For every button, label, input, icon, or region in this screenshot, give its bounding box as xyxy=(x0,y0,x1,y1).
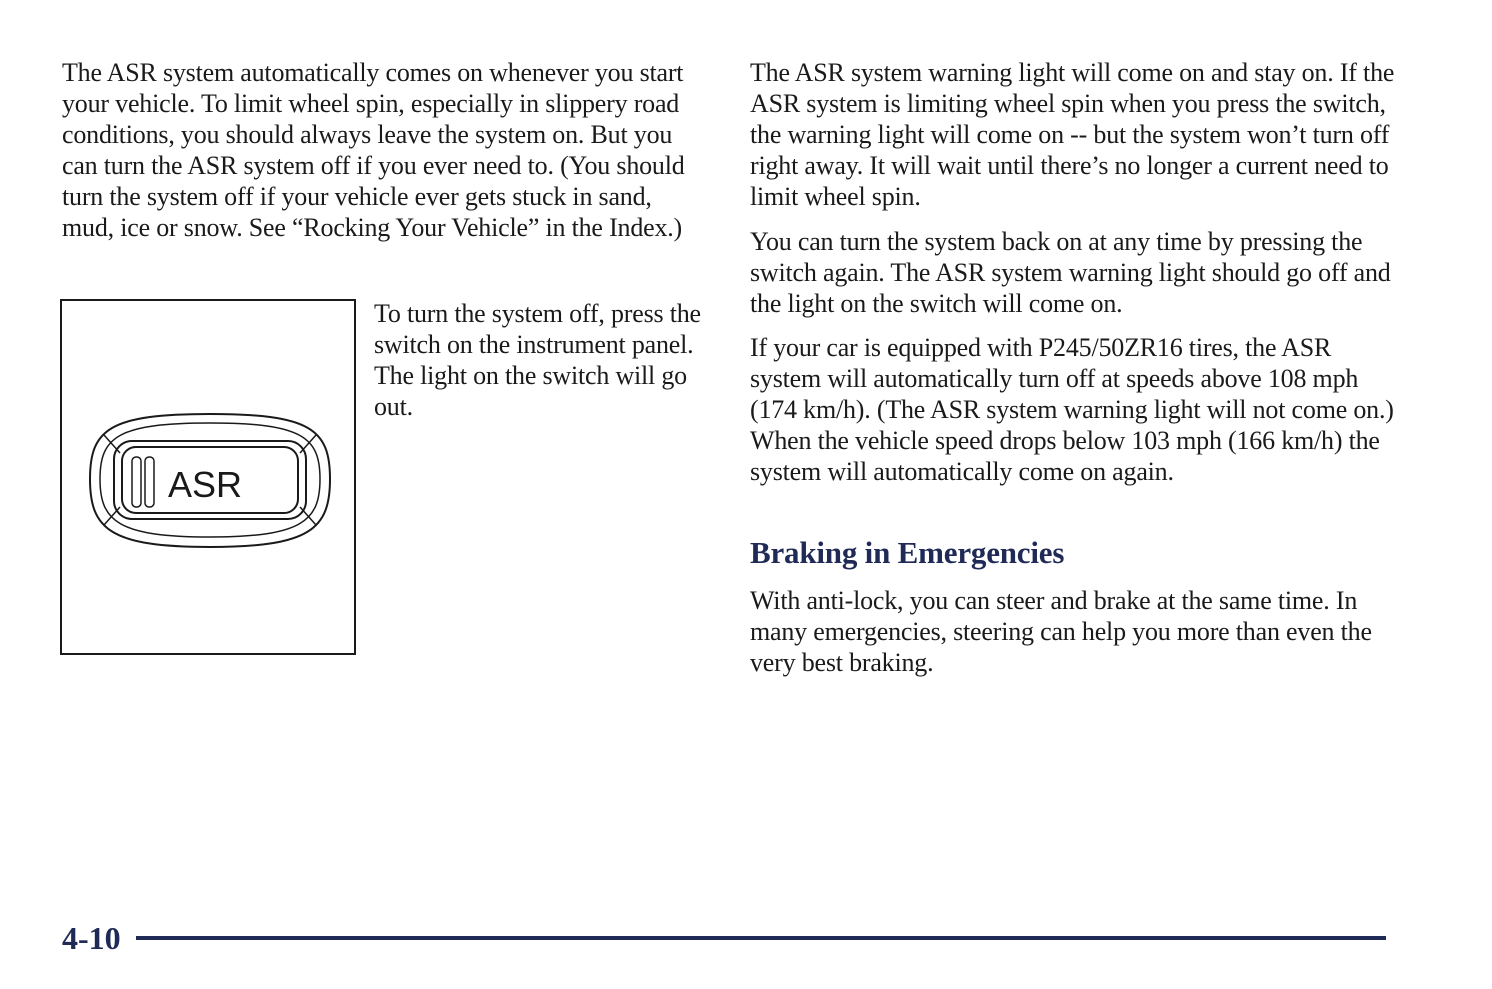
asr-switch-illustration xyxy=(80,409,340,549)
warning-light-paragraph: The ASR system warning light will come on and stay on. If the ASR system is limiting wheel spin when you press the switch, the warning light will come on -- but the system won’t turn off right away. It will wait until there’s no longer a current need to limit wheel spin. xyxy=(750,58,1395,211)
turn-on-paragraph: You can turn the system back on at any time by pressing the switch again. The ASR system warning light should go off and the light on the switch will come on. xyxy=(750,227,1391,318)
intro-paragraph: The ASR system automatically comes on whenever you start your vehicle. To limit wheel spin, especially in slippery road conditions, you should always leave the system on. But you can turn the ASR system off if you ever need to. (You should turn the system off if your vehicle ever gets stuck in sand, mud, ice or snow. See “Rocking Your Vehicle” in the Index.) xyxy=(62,58,685,242)
indicator-light-left xyxy=(132,457,141,507)
switch-label: ASR xyxy=(168,464,243,505)
section-heading: Braking in Emergencies xyxy=(750,535,1065,570)
indicator-light-right xyxy=(145,457,154,507)
figure-caption-text: To turn the system off, press the switch on the instrument panel. The light on the switch will go out. xyxy=(374,299,701,421)
braking-paragraph: With anti-lock, you can steer and brake at the same time. In many emergencies, steering can help you more than even the very best braking. xyxy=(750,586,1372,677)
page-number: 4-10 xyxy=(62,920,121,956)
footer-rule xyxy=(136,936,1386,940)
tire-speed-paragraph: If your car is equipped with P245/50ZR16 tires, the ASR system will automatically turn off at speeds above 108 mph (174 km/h). (The ASR system warning light will not come on.) When the vehicle speed drops below 103 mph (166 km/h) the system will automatically come on again. xyxy=(750,333,1394,486)
asr-switch-figure xyxy=(60,299,356,655)
